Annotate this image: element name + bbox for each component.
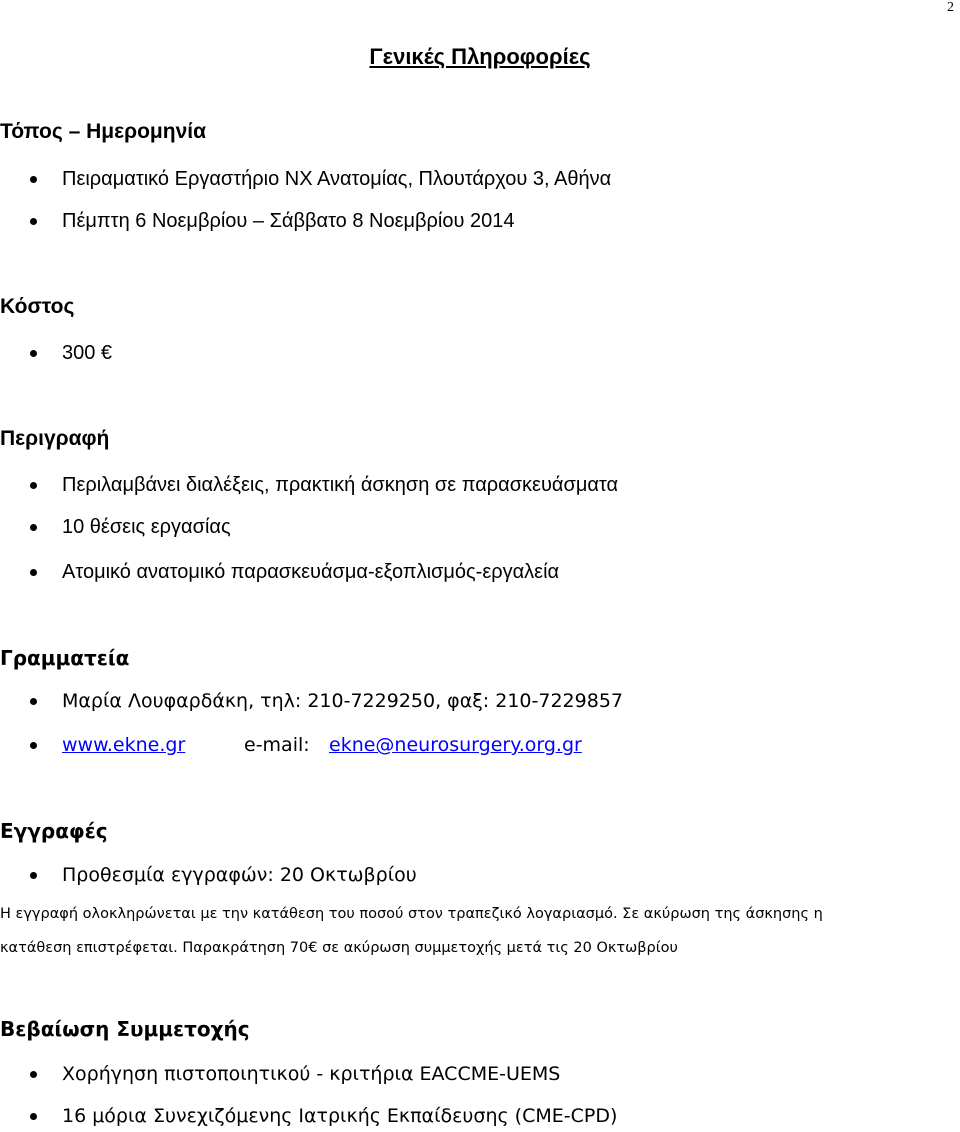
registration-note-line-2: κατάθεση επιστρέφεται. Παρακράτηση 70€ σε ακύρωση συμμετοχής μετά τις 20 Οκτωβρίου <box>0 940 678 956</box>
bullet-icon <box>30 176 37 183</box>
list-item-text: Χορήγηση πιστοποιητικού - κριτήρια EACCME-UEMS <box>62 1063 561 1085</box>
registration-deadline: Προθεσμία εγγραφών: 20 Οκτωβρίου <box>62 864 417 886</box>
bullet-icon <box>30 742 37 749</box>
list-item-text: Περιλαμβάνει διαλέξεις, πρακτική άσκηση σε παρασκευάσματα <box>62 474 619 496</box>
email-label: e-mail: <box>244 734 310 756</box>
list-item-text: Ατομικό ανατομικό παρασκευάσμα-εξοπλισμός-εργαλεία <box>62 561 560 583</box>
bullet-icon <box>30 218 37 225</box>
bullet-icon <box>30 524 37 531</box>
bullet-icon <box>30 872 37 879</box>
bullet-icon <box>30 482 37 489</box>
list-item-text: 300 € <box>62 342 113 364</box>
list-item-text: 10 θέσεις εργασίας <box>62 516 231 538</box>
website-link[interactable]: www.ekne.gr <box>62 734 186 756</box>
email-link[interactable]: ekne@neurosurgery.org.gr <box>329 734 582 756</box>
bullet-icon <box>30 1071 37 1078</box>
bullet-icon <box>30 698 37 705</box>
bullet-icon <box>30 350 37 357</box>
section-heading-secretariat: Γραμματεία <box>0 646 130 670</box>
registration-note-line-1: Η εγγραφή ολοκληρώνεται με την κατάθεση του ποσού στον τραπεζικό λογαριασμό. Σε ακύρωση της άσκησης η <box>0 906 823 922</box>
list-item-text: 16 μόρια Συνεχιζόμενης Ιατρικής Εκπαίδευσης (CME-CPD) <box>62 1105 618 1127</box>
bullet-icon <box>30 569 37 576</box>
list-item-text: Πέμπτη 6 Νοεμβρίου – Σάββατο 8 Νοεμβρίου 2014 <box>62 210 515 232</box>
section-heading-location: Τόπος – Ημερομηνία <box>0 120 207 143</box>
page-title: Γενικές Πληροφορίες <box>369 44 591 69</box>
section-heading-cost: Κόστος <box>0 295 75 318</box>
page-number: 2 <box>947 0 954 15</box>
section-heading-registration: Εγγραφές <box>0 819 108 843</box>
list-item-text: Πειραματικό Εργαστήριο ΝΧ Ανατομίας, Πλουτάρχου 3, Αθήνα <box>62 168 612 190</box>
list-item <box>0 733 700 759</box>
section-heading-description: Περιγραφή <box>0 427 110 450</box>
section-heading-certificate: Βεβαίωση Συμμετοχής <box>0 1017 250 1041</box>
bullet-icon <box>30 1113 37 1120</box>
contact-info: Μαρία Λουφαρδάκη, τηλ: 210-7229250, φαξ: 210-7229857 <box>62 690 623 712</box>
